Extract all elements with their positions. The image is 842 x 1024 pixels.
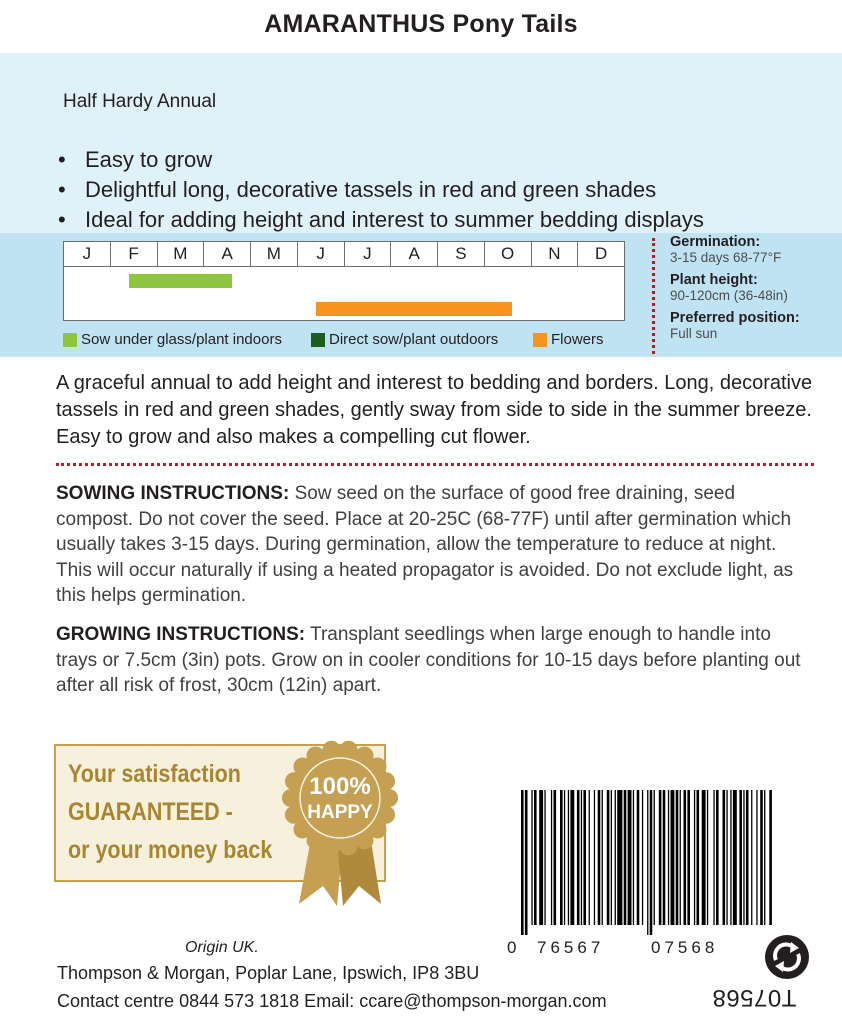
guarantee-line-3: or your money back bbox=[68, 836, 273, 864]
barcode-digits-left: 76567 bbox=[537, 938, 605, 957]
recycle-icon bbox=[764, 934, 810, 980]
contact-details: Contact centre 0844 573 1818 Email: ccare@thompson-morgan.com bbox=[57, 991, 607, 1011]
sowing-instructions bbox=[56, 481, 816, 609]
sowing-heading: SOWING INSTRUCTIONS: bbox=[56, 483, 290, 504]
calendar-month: S bbox=[438, 242, 485, 266]
calendar-month: M bbox=[251, 242, 298, 266]
legend-label: Sow under glass/plant indoors bbox=[81, 331, 282, 348]
happy-seal-icon bbox=[281, 736, 399, 906]
growing-facts bbox=[670, 234, 800, 348]
legend-swatch-flowers bbox=[533, 333, 547, 347]
calendar-bar-sow-under-glass-plant-indoors bbox=[129, 274, 232, 288]
barcode-digit-first: 0 bbox=[507, 938, 517, 957]
origin-label: Origin UK. bbox=[185, 939, 259, 956]
legend-label: Direct sow/plant outdoors bbox=[329, 331, 499, 348]
growing-heading: GROWING INSTRUCTIONS: bbox=[56, 624, 306, 645]
product-description: A graceful annual to add height and interest to bedding and borders. Long, decorative tassels in red and green shades, gently sway from side to side in the summer breeze. Easy to grow and also makes a compelling cut flower. bbox=[56, 372, 813, 448]
calendar-month: J bbox=[298, 242, 345, 266]
guarantee-line-2: GUARANTEED - bbox=[68, 798, 233, 826]
feature-item: • Easy to grow bbox=[58, 145, 704, 175]
calendar-bar-flowers bbox=[316, 302, 512, 316]
calendar-month: J bbox=[64, 242, 111, 266]
germination-label: Germination: bbox=[670, 234, 761, 250]
seal-word: HAPPY bbox=[307, 802, 373, 823]
calendar-month: J bbox=[345, 242, 392, 266]
germination-value: 3-15 days 68-77°F bbox=[670, 250, 782, 265]
company-address: Thompson & Morgan, Poplar Lane, Ipswich, IP8 3BU bbox=[57, 963, 480, 983]
section-divider bbox=[56, 463, 814, 466]
barcode bbox=[521, 790, 773, 935]
growing-text: Transplant seedlings when large enough to handle into trays or 7.5cm (3in) pots. Grow on in cooler conditions for 10-15 days before planting out after all risk of frost, 30cm (12in) apart. bbox=[56, 624, 801, 696]
legend-item-sow-indoors bbox=[63, 331, 282, 348]
calendar-month: A bbox=[204, 242, 251, 266]
legend-label: Flowers bbox=[551, 331, 604, 348]
calendar-month: M bbox=[158, 242, 205, 266]
calendar-month: F bbox=[111, 242, 158, 266]
product-title: AMARANTHUS Pony Tails bbox=[264, 10, 578, 38]
feature-item: • Ideal for adding height and interest to summer bedding displays bbox=[58, 205, 704, 235]
legend-item-sow-outdoors bbox=[311, 331, 498, 348]
calendar-month: O bbox=[485, 242, 532, 266]
facts-divider bbox=[652, 238, 655, 354]
legend-item-flowers bbox=[533, 331, 604, 348]
sowing-calendar bbox=[63, 241, 625, 321]
plant-type: Half Hardy Annual bbox=[63, 91, 217, 112]
barcode-digits-right: 07568 bbox=[651, 938, 719, 957]
calendar-month: A bbox=[391, 242, 438, 266]
feature-item: • Delightful long, decorative tassels in red and green shades bbox=[58, 175, 704, 205]
seal-percent: 100% bbox=[309, 773, 371, 800]
calendar-months bbox=[64, 242, 624, 267]
feature-list bbox=[58, 145, 704, 235]
guarantee-line-1: Your satisfaction bbox=[68, 760, 241, 788]
sowing-text: Sow seed on the surface of good free draining, seed compost. Do not cover the seed. Place at 20-25C (68-77F) until after germination which usually takes 3-15 days. During germination, allow the temperature to reduce at night. This will occur naturally if using a heated propagator is avoided. Do not exclude light, as this helps germination. bbox=[56, 483, 794, 606]
product-code: T07568 bbox=[712, 984, 797, 1011]
growing-instructions bbox=[56, 622, 816, 699]
calendar-month: N bbox=[532, 242, 579, 266]
legend-swatch-sow-outdoors bbox=[311, 333, 325, 347]
legend-swatch-sow-indoors bbox=[63, 333, 77, 347]
calendar-month: D bbox=[594, 244, 608, 263]
position-value: Full sun bbox=[670, 326, 718, 341]
height-label: Plant height: bbox=[670, 272, 758, 288]
height-value: 90-120cm (36-48in) bbox=[670, 288, 788, 303]
position-label: Preferred position: bbox=[670, 310, 800, 326]
